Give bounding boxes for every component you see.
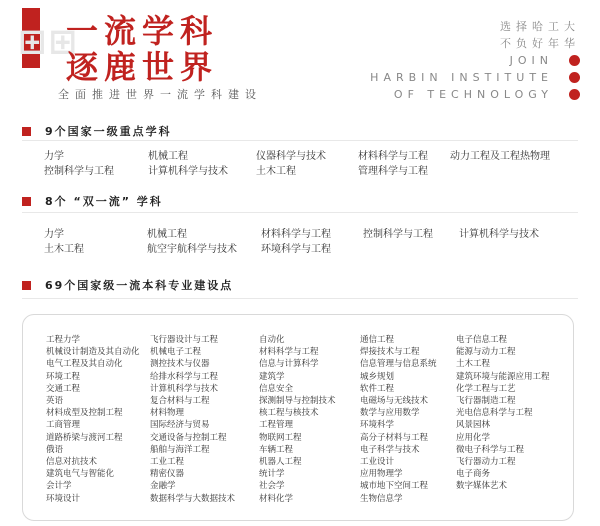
discipline-item: 控制科学与工程 xyxy=(363,229,433,240)
discipline-item: 信息安全 xyxy=(259,383,294,394)
discipline-item: 工业设计 xyxy=(360,457,395,468)
discipline-item: 计算机科学与技术 xyxy=(148,166,228,177)
discipline-item: 车辆工程 xyxy=(259,444,294,455)
page-subtitle: 全面推进世界一流学科建设 xyxy=(58,88,262,101)
discipline-item: 微电子科学与工程 xyxy=(456,444,525,455)
discipline-item: 电磁场与无线技术 xyxy=(360,396,429,407)
title-line-1: 一流学科 xyxy=(66,12,219,50)
discipline-item: 数据科学与大数据技术 xyxy=(150,493,236,504)
discipline-item: 交通设备与控制工程 xyxy=(150,432,227,443)
slogan-line-1: 选择哈工大 xyxy=(500,20,580,33)
red-square-icon xyxy=(22,197,31,206)
discipline-item: 仪器科学与技术 xyxy=(256,151,326,162)
red-dot-icon xyxy=(569,89,580,100)
discipline-item: 建筑学 xyxy=(259,371,285,382)
double-first-class-list xyxy=(44,228,569,256)
discipline-item: 计算机科学与技术 xyxy=(459,229,539,240)
discipline-item: 环境设计 xyxy=(46,493,81,504)
discipline-item: 高分子材料与工程 xyxy=(360,432,429,443)
discipline-item: 给排水科学与工程 xyxy=(150,371,219,382)
discipline-item: 机械工程 xyxy=(147,229,187,240)
discipline-item: 数字媒体艺术 xyxy=(456,481,508,492)
undergraduate-majors-list xyxy=(46,334,556,505)
red-dot-icon xyxy=(569,55,580,66)
discipline-item: 工业工程 xyxy=(150,457,185,468)
join-text: JOIN xyxy=(509,54,553,67)
slogan-line-2: 不负好年华 xyxy=(500,37,580,50)
discipline-item: 工程管理 xyxy=(259,420,294,431)
background-logo-watermark: ⊞⊞ xyxy=(18,22,79,62)
technology-line xyxy=(370,86,580,103)
discipline-item: 国际经济与贸易 xyxy=(150,420,210,431)
discipline-item: 城市地下空间工程 xyxy=(360,481,429,492)
discipline-item: 城乡规划 xyxy=(360,371,395,382)
discipline-item: 建筑电气与智能化 xyxy=(46,469,115,480)
discipline-item: 电子信息工程 xyxy=(456,335,508,345)
institute-line xyxy=(370,69,580,86)
discipline-item: 土木工程 xyxy=(456,359,491,370)
discipline-item: 机械电子工程 xyxy=(150,347,202,358)
discipline-item: 机械工程 xyxy=(148,151,188,162)
discipline-item: 复合材料与工程 xyxy=(150,396,210,407)
discipline-item: 航空宇航科学与技术 xyxy=(147,244,237,255)
discipline-item: 核工程与核技术 xyxy=(259,408,319,419)
discipline-item: 精密仪器 xyxy=(150,469,185,480)
discipline-item: 材料科学与工程 xyxy=(358,151,428,162)
section-heading-double-first-class xyxy=(22,193,163,209)
red-square-icon xyxy=(22,281,31,290)
slogan-block xyxy=(370,18,580,103)
discipline-item: 土木工程 xyxy=(256,166,296,177)
discipline-item: 化学工程与工艺 xyxy=(456,383,516,394)
discipline-item: 飞行器制造工程 xyxy=(456,396,516,407)
discipline-item: 机器人工程 xyxy=(259,457,302,468)
divider xyxy=(22,140,578,141)
discipline-item: 风景园林 xyxy=(456,420,491,431)
title-line-2: 逐鹿世界 xyxy=(66,48,219,86)
discipline-item: 材料成型及控制工程 xyxy=(46,408,123,419)
discipline-item: 材料化学 xyxy=(259,493,294,504)
discipline-item: 统计学 xyxy=(259,469,285,480)
discipline-item: 力学 xyxy=(44,229,64,240)
section-heading-undergraduate-majors xyxy=(22,277,233,293)
section-title: 69个国家级一流本科专业建设点 xyxy=(45,279,234,292)
discipline-item: 材料物理 xyxy=(150,408,185,419)
discipline-item: 信息对抗技术 xyxy=(46,457,98,468)
institute-text: HARBIN INSTITUTE xyxy=(370,71,553,84)
discipline-item: 建筑环境与能源应用工程 xyxy=(456,371,550,382)
discipline-item: 会计学 xyxy=(46,481,72,492)
join-line xyxy=(370,52,580,69)
discipline-item: 交通工程 xyxy=(46,383,81,394)
discipline-item: 金融学 xyxy=(150,481,176,492)
discipline-item: 焊接技术与工程 xyxy=(360,347,420,358)
discipline-item: 飞行器动力工程 xyxy=(456,457,516,468)
section-heading-key-disciplines xyxy=(22,123,172,139)
discipline-item: 应用化学 xyxy=(456,432,491,443)
discipline-item: 软件工程 xyxy=(360,383,395,394)
discipline-item: 飞行器设计与工程 xyxy=(150,335,219,345)
discipline-item: 动力工程及工程热物理 xyxy=(450,151,550,162)
discipline-item: 社会学 xyxy=(259,481,285,492)
divider xyxy=(22,212,578,213)
discipline-item: 电子商务 xyxy=(456,469,491,480)
section-title: 8个 “双一流” 学科 xyxy=(45,195,163,208)
discipline-item: 电子科学与技术 xyxy=(360,444,420,455)
discipline-item: 光电信息科学与工程 xyxy=(456,408,533,419)
discipline-item: 机械设计制造及其自动化 xyxy=(46,347,140,358)
discipline-item: 应用物理学 xyxy=(360,469,403,480)
discipline-item: 信息与计算科学 xyxy=(259,359,319,370)
discipline-item: 俄语 xyxy=(46,444,64,455)
discipline-item: 工商管理 xyxy=(46,420,81,431)
red-square-icon xyxy=(22,127,31,136)
discipline-item: 材料科学与工程 xyxy=(261,229,331,240)
discipline-item: 控制科学与工程 xyxy=(44,166,114,177)
discipline-item: 环境工程 xyxy=(46,371,81,382)
discipline-item: 材料科学与工程 xyxy=(259,347,319,358)
discipline-item: 管理科学与工程 xyxy=(358,166,428,177)
red-dot-icon xyxy=(569,72,580,83)
discipline-item: 英语 xyxy=(46,396,64,407)
discipline-item: 船舶与海洋工程 xyxy=(150,444,210,455)
discipline-item: 电气工程及其自动化 xyxy=(46,359,123,370)
divider xyxy=(22,298,578,299)
discipline-item: 环境科学与工程 xyxy=(261,244,331,255)
section-title: 9个国家一级重点学科 xyxy=(45,125,172,138)
discipline-item: 力学 xyxy=(44,151,64,162)
discipline-item: 物联网工程 xyxy=(259,432,302,443)
discipline-item: 计算机科学与技术 xyxy=(150,383,219,394)
key-disciplines-list xyxy=(44,150,566,178)
discipline-item: 探测制导与控制技术 xyxy=(259,396,336,407)
discipline-item: 通信工程 xyxy=(360,335,395,345)
discipline-item: 测控技术与仪器 xyxy=(150,359,210,370)
discipline-item: 环境科学 xyxy=(360,420,395,431)
discipline-item: 信息管理与信息系统 xyxy=(360,359,437,370)
discipline-item: 生物信息学 xyxy=(360,493,403,504)
technology-text: OF TECHNOLOGY xyxy=(393,88,553,101)
discipline-item: 工程力学 xyxy=(46,335,81,345)
discipline-item: 数学与应用数学 xyxy=(360,408,420,419)
discipline-item: 自动化 xyxy=(259,335,285,345)
discipline-item: 道路桥梁与渡河工程 xyxy=(46,432,123,443)
discipline-item: 土木工程 xyxy=(44,244,84,255)
discipline-item: 能源与动力工程 xyxy=(456,347,516,358)
